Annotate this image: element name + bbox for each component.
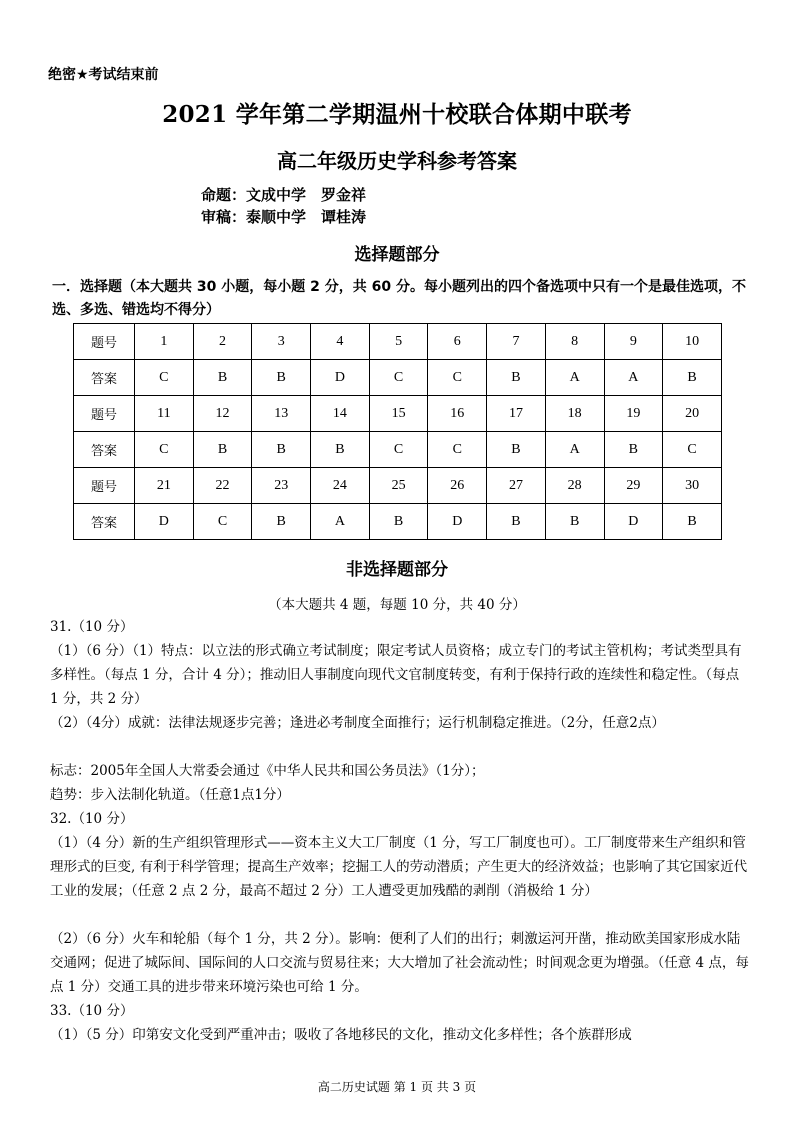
answer-cell: D xyxy=(428,504,487,540)
answer-cell: B xyxy=(487,360,546,396)
answer-cell: B xyxy=(193,432,252,468)
choice-instructions: 一．选择题（本大题共 30 小题，每小题 2 分，共 60 分。每小题列出的四个备选项中只有一个是最佳选项，不选、多选、错选均不得分） xyxy=(52,279,746,318)
number-cell: 28 xyxy=(545,468,604,504)
number-cell: 19 xyxy=(604,396,663,432)
number-row-label: 题号 xyxy=(74,324,135,360)
answer-cell: C xyxy=(193,504,252,540)
page-footer: 高二历史试题 第 1 页 共 3 页 xyxy=(317,1080,477,1094)
number-cell: 22 xyxy=(193,468,252,504)
number-cell: 13 xyxy=(252,396,311,432)
answer-cell: D xyxy=(604,504,663,540)
answer-cell: B xyxy=(487,432,546,468)
answer-table xyxy=(73,323,722,540)
number-row xyxy=(74,396,722,432)
number-row xyxy=(74,468,722,504)
number-cell: 29 xyxy=(604,468,663,504)
number-cell: 24 xyxy=(311,468,370,504)
number-cell: 23 xyxy=(252,468,311,504)
number-cell: 10 xyxy=(663,324,722,360)
answer-cell: B xyxy=(193,360,252,396)
number-cell: 18 xyxy=(545,396,604,432)
number-cell: 7 xyxy=(487,324,546,360)
confidential-mark: 绝密★考试结束前 xyxy=(48,67,159,83)
number-cell: 20 xyxy=(663,396,722,432)
answer-cell: B xyxy=(663,504,722,540)
author-line: 命题：文成中学 罗金祥 xyxy=(201,186,367,204)
answer-cell: A xyxy=(311,504,370,540)
number-cell: 3 xyxy=(252,324,311,360)
nonchoice-section-heading: 非选择题部分 xyxy=(346,560,448,580)
number-row-label: 题号 xyxy=(74,396,135,432)
number-cell: 27 xyxy=(487,468,546,504)
answer-cell: B xyxy=(252,504,311,540)
q32-part1: （1）（4 分）新的生产组织管理形式——资本主义大工厂制度（1 分，写工厂制度也可）。工厂制度带来生产组织和管理形式的巨变, 有利于科学管理；提高生产效率；挖掘工人的劳动潜质；产生更大的经济效益；也影响了其它国家近代工业的发展；（任意 2 点 2 分，最高不超过 2 分）工人遭受更加残酷的剥削（消极给 1 分） xyxy=(50,835,748,899)
q31-trend: 趋势：步入法制化轨道。（任意1点1分） xyxy=(50,787,290,803)
answer-row xyxy=(74,504,722,540)
q31-title: 31.（10 分） xyxy=(50,619,134,635)
answer-cell: B xyxy=(545,504,604,540)
answer-cell: C xyxy=(428,432,487,468)
number-cell: 8 xyxy=(545,324,604,360)
q32-title: 32.（10 分） xyxy=(50,811,134,827)
number-cell: 26 xyxy=(428,468,487,504)
page-title: 2021 学年第二学期温州十校联合体期中联考 xyxy=(162,101,632,128)
answer-cell: A xyxy=(604,360,663,396)
answer-row xyxy=(74,360,722,396)
number-cell: 14 xyxy=(311,396,370,432)
number-cell: 5 xyxy=(369,324,428,360)
q31-part2: （2）（4分）成就：法律法规逐步完善；逢进必考制度全面推行；运行机制稳定推进。（2分，任意2点） xyxy=(50,715,665,731)
number-cell: 4 xyxy=(311,324,370,360)
number-cell: 17 xyxy=(487,396,546,432)
number-cell: 15 xyxy=(369,396,428,432)
number-cell: 1 xyxy=(135,324,194,360)
answer-row-label: 答案 xyxy=(74,504,135,540)
number-cell: 11 xyxy=(135,396,194,432)
answer-cell: B xyxy=(663,360,722,396)
answer-cell: C xyxy=(663,432,722,468)
answer-row-label: 答案 xyxy=(74,360,135,396)
q33-part1: （1）（5 分）印第安文化受到严重冲击；吸收了各地移民的文化，推动文化多样性；各个族群形成 xyxy=(50,1027,632,1043)
number-cell: 21 xyxy=(135,468,194,504)
answer-row-label: 答案 xyxy=(74,432,135,468)
number-row xyxy=(74,324,722,360)
number-cell: 12 xyxy=(193,396,252,432)
number-cell: 25 xyxy=(369,468,428,504)
answer-cell: C xyxy=(135,432,194,468)
number-cell: 9 xyxy=(604,324,663,360)
number-row-label: 题号 xyxy=(74,468,135,504)
q31-part1: （1）（6 分）（1）特点：以立法的形式确立考试制度；限定考试人员资格；成立专门的考试主管机构；考试类型具有多样性。（每点 1 分，合计 4 分）；推动旧人事制度向现代文官制度转变，有利于保持行政的连续性和稳定性。（每点 1 分，共 2 分） xyxy=(50,643,742,707)
q32-part2: （2）（6 分）火车和轮船（每个 1 分，共 2 分）。影响：便利了人们的出行；刺激运河开凿，推动欧美国家形成水陆交通网；促进了城际间、国际间的人口交流与贸易往来；大大增加了社会流动性；时间观念更为增强。（任意 4 点，每点 1 分）交通工具的进步带来环境污染也可给 1 分。 xyxy=(50,931,749,995)
number-cell: 30 xyxy=(663,468,722,504)
number-cell: 6 xyxy=(428,324,487,360)
answer-cell: D xyxy=(135,504,194,540)
answer-cell: B xyxy=(252,432,311,468)
answer-cell: C xyxy=(369,360,428,396)
answer-cell: D xyxy=(311,360,370,396)
answer-cell: C xyxy=(135,360,194,396)
answer-cell: B xyxy=(604,432,663,468)
page-subtitle: 高二年级历史学科参考答案 xyxy=(277,149,517,173)
q33-title: 33.（10 分） xyxy=(50,1003,134,1019)
choice-section-heading: 选择题部分 xyxy=(354,245,440,265)
answer-cell: A xyxy=(545,432,604,468)
reviewer-line: 审稿：泰顺中学 谭桂涛 xyxy=(201,208,367,226)
answer-cell: B xyxy=(311,432,370,468)
number-cell: 16 xyxy=(428,396,487,432)
answer-cell: C xyxy=(369,432,428,468)
number-cell: 2 xyxy=(193,324,252,360)
answer-row xyxy=(74,432,722,468)
answer-cell: C xyxy=(428,360,487,396)
nonchoice-note: （本大题共 4 题，每题 10 分，共 40 分） xyxy=(268,597,526,613)
answer-cell: B xyxy=(252,360,311,396)
answer-cell: B xyxy=(487,504,546,540)
q31-sign: 标志：2005年全国人大常委会通过《中华人民共和国公务员法》（1分）； xyxy=(50,763,485,779)
answer-cell: A xyxy=(545,360,604,396)
answer-cell: B xyxy=(369,504,428,540)
